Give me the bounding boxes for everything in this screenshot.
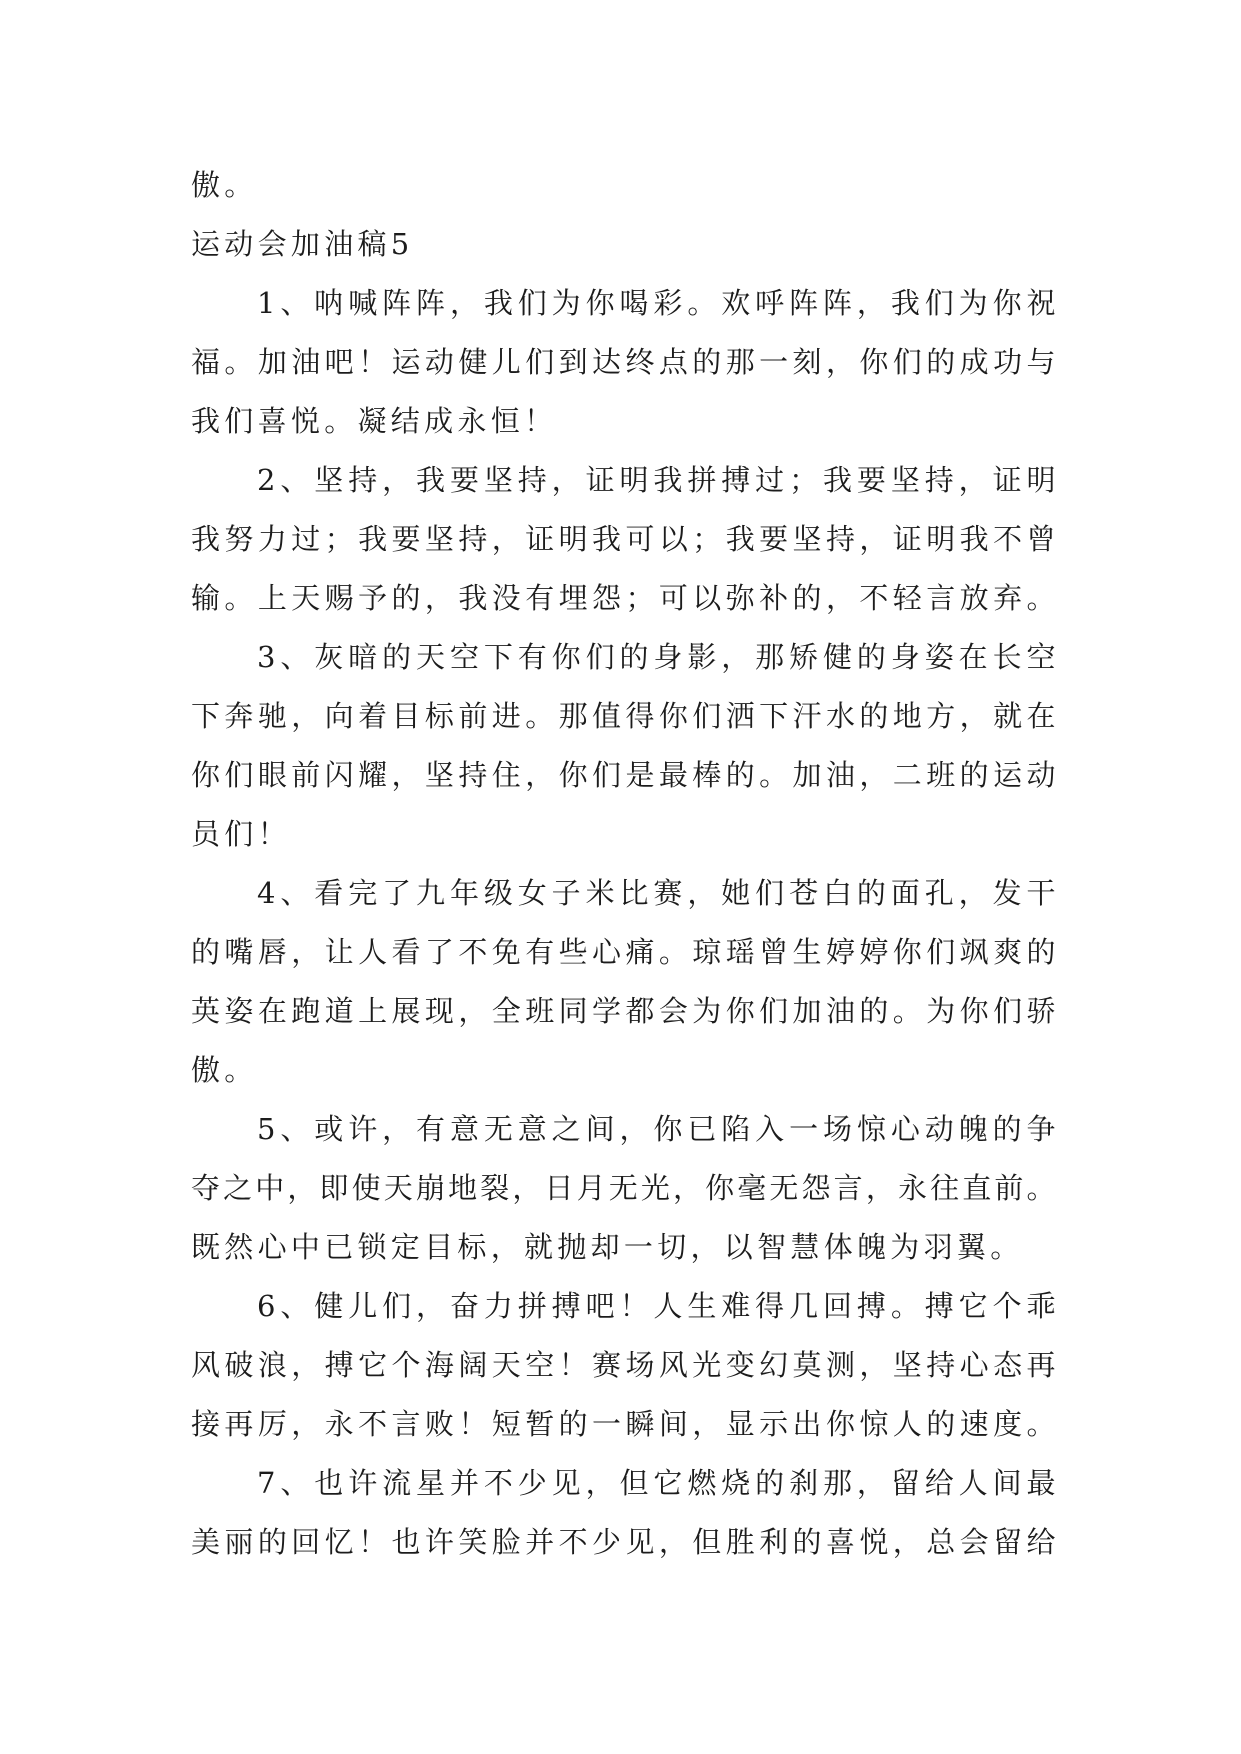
paragraph-line: 5、或许，有意无意之间，你已陷入一场惊心动魄的争 bbox=[257, 1112, 1057, 1146]
paragraph-line: 夺之中，即使天崩地裂，日月无光，你毫无怨言，永往直前。 bbox=[191, 1171, 1057, 1205]
paragraph-3 bbox=[191, 628, 1057, 864]
paragraph-line: 你们眼前闪耀，坚持住，你们是最棒的。加油，二班的运动 bbox=[191, 758, 1057, 792]
paragraph-line: 我们喜悦。凝结成永恒！ bbox=[191, 404, 558, 438]
paragraph-line: 1、呐喊阵阵，我们为你喝彩。欢呼阵阵，我们为你祝 bbox=[257, 286, 1057, 320]
paragraph-line: 输。上天赐予的，我没有埋怨；可以弥补的，不轻言放弃。 bbox=[191, 581, 1057, 615]
paragraph-line: 接再厉，永不言败！短暂的一瞬间，显示出你惊人的速度。 bbox=[191, 1407, 1057, 1441]
paragraph-line: 我努力过；我要坚持，证明我可以；我要坚持，证明我不曾 bbox=[191, 522, 1057, 556]
section-heading: 运动会加油稿5 bbox=[191, 227, 414, 261]
paragraph-line: 3、灰暗的天空下有你们的身影，那矫健的身姿在长空 bbox=[257, 640, 1057, 674]
paragraph-line: 下奔驰，向着目标前进。那值得你们洒下汗水的地方，就在 bbox=[191, 699, 1057, 733]
paragraph-7 bbox=[191, 1454, 1057, 1572]
paragraph-line: 福。加油吧！运动健儿们到达终点的那一刻，你们的成功与 bbox=[191, 345, 1057, 379]
document-body bbox=[191, 156, 1057, 1572]
paragraph-line: 英姿在跑道上展现，全班同学都会为你们加油的。为你们骄 bbox=[191, 994, 1057, 1028]
paragraph-5 bbox=[191, 1100, 1057, 1277]
paragraph-line: 傲。 bbox=[191, 1053, 258, 1087]
paragraph-4 bbox=[191, 864, 1057, 1100]
paragraph-line: 员们！ bbox=[191, 817, 291, 851]
paragraph-line: 4、看完了九年级女子米比赛，她们苍白的面孔，发干 bbox=[257, 876, 1057, 910]
paragraph-line: 既然心中已锁定目标，就抛却一切，以智慧体魄为羽翼。 bbox=[191, 1230, 1024, 1264]
paragraph-line: 2、坚持，我要坚持，证明我拼搏过；我要坚持，证明 bbox=[257, 463, 1057, 497]
paragraph-6 bbox=[191, 1277, 1057, 1454]
paragraph-line: 6、健儿们，奋力拼搏吧！人生难得几回搏。搏它个乖 bbox=[257, 1289, 1057, 1323]
paragraph-2 bbox=[191, 451, 1057, 628]
paragraph-1 bbox=[191, 274, 1057, 451]
paragraph-line: 7、也许流星并不少见，但它燃烧的刹那，留给人间最 bbox=[257, 1466, 1057, 1500]
continuation-line: 傲。 bbox=[191, 168, 258, 202]
paragraph-line: 的嘴唇，让人看了不免有些心痛。琼瑶曾生婷婷你们飒爽的 bbox=[191, 935, 1057, 969]
paragraph-line: 美丽的回忆！也许笑脸并不少见，但胜利的喜悦，总会留给 bbox=[191, 1525, 1057, 1559]
paragraph-line: 风破浪，搏它个海阔天空！赛场风光变幻莫测，坚持心态再 bbox=[191, 1348, 1057, 1382]
